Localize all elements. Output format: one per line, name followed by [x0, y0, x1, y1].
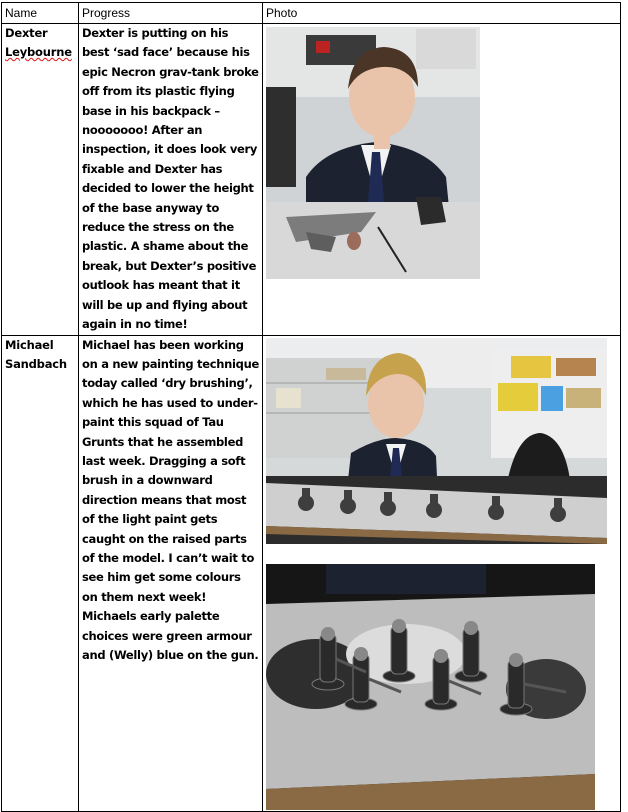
progress-table — [1, 2, 621, 812]
student-name-cell — [2, 24, 79, 336]
photo-cell — [263, 335, 621, 811]
header-progress: Progress — [79, 3, 263, 24]
photo-cell — [263, 24, 621, 336]
photo-tau-squad — [266, 564, 595, 810]
squad-photo-image — [266, 564, 595, 810]
progress-text: Michael has been working on a new painting technique today called ‘dry brushing’, which he has used to under-paint this squad of Tau Grunts that he assembled last week. Dragging a soft brush in a downward direction means that most of the light paint gets caught on the raised parts of the model. I can’t wait to see him get some colours on them next week! Michaels early palette choices were green armour and (Welly) blue on the gun. — [79, 335, 263, 811]
progress-text: Dexter is putting on his best ‘sad face’ because his epic Necron grav-tank broke off from its plastic flying base in his backpack – nooooooo! After an inspection, it does look very fixable and Dexter has decided to lower the height of the base anyway to reduce the stress on the plastic. A shame about the break, but Dexter’s positive outlook has meant that it will be up and flying about again in no time! — [79, 24, 263, 336]
table-row — [2, 24, 621, 336]
student-name-cell — [2, 335, 79, 811]
student-first-name: Dexter — [5, 26, 48, 40]
student-last-name: Sandbach — [5, 356, 67, 371]
header-row — [2, 3, 621, 24]
header-photo: Photo — [263, 3, 621, 24]
dexter-photo-image — [266, 27, 480, 279]
student-last-name: Leybourne — [5, 45, 72, 59]
photo-dexter — [266, 27, 480, 279]
student-first-name: Michael — [5, 337, 54, 352]
table-row — [2, 335, 621, 811]
header-name: Name — [2, 3, 79, 24]
photo-michael — [266, 338, 607, 544]
michael-photo-image — [266, 338, 607, 544]
